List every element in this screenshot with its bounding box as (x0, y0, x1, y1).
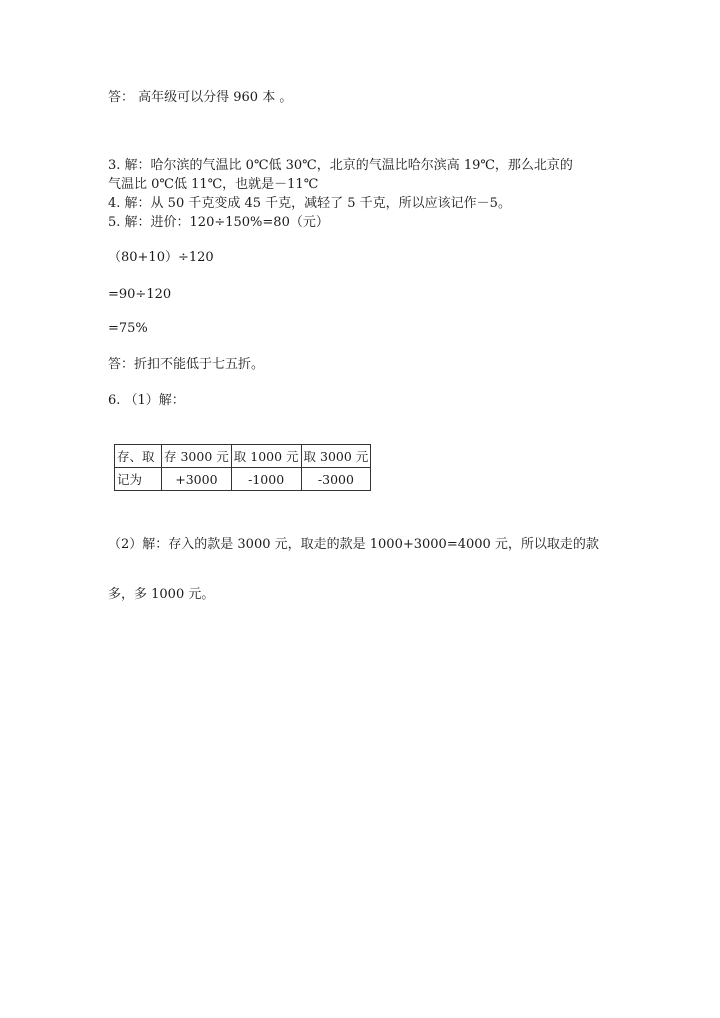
solution-5-line: 5. 解：进价：120÷150%=80（元） (108, 215, 329, 230)
solution-6-part-1: 6. （1）解： (108, 393, 185, 408)
table-cell: -1000 (231, 468, 301, 491)
answer-line-1: 答： 高年级可以分得 960 本 。 (108, 90, 293, 105)
table-cell: 取 1000 元 (231, 445, 301, 468)
table-cell: 记为 (115, 468, 162, 491)
table-row (115, 468, 371, 491)
table-cell: 存、取 (115, 445, 162, 468)
solution-4-line: 4. 解：从 50 千克变成 45 千克，减轻了 5 千克，所以应该记作－5。 (108, 196, 511, 211)
answer-line-5: 答：折扣不能低于七五折。 (108, 357, 265, 372)
calc-step-3: =75% (108, 321, 148, 336)
solution-3-line-2: 气温比 0℃低 11℃，也就是－11℃ (108, 177, 319, 192)
solution-6-part-2-line-2: 多，多 1000 元。 (108, 587, 215, 602)
table-cell: +3000 (162, 468, 232, 491)
calc-step-2: =90÷120 (108, 287, 172, 302)
table-cell: 存 3000 元 (162, 445, 232, 468)
table-row (115, 445, 371, 468)
solution-6-part-2-line-1: （2）解：存入的款是 3000 元，取走的款是 1000+3000=4000 元，所以取走的款 (108, 537, 599, 552)
table-cell: 取 3000 元 (301, 445, 371, 468)
deposit-table (114, 444, 371, 491)
table-cell: -3000 (301, 468, 371, 491)
solution-3-line-1: 3. 解：哈尔滨的气温比 0℃低 30℃，北京的气温比哈尔滨高 19℃，那么北京的 (108, 158, 573, 173)
calc-step-1: （80+10）÷120 (108, 250, 214, 265)
